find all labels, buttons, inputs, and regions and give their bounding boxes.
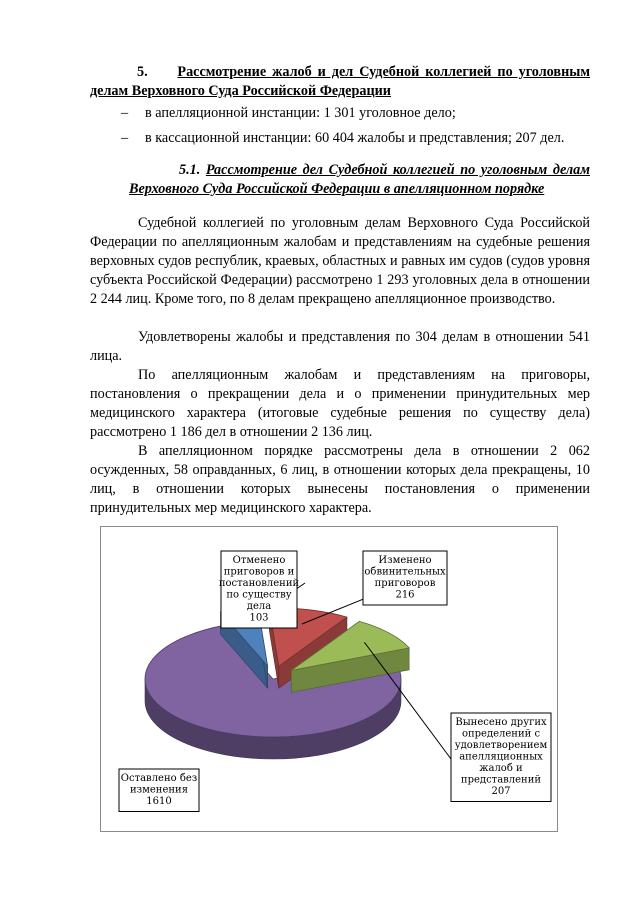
paragraph: Удовлетворены жалобы и представления по 304 делам в отношении 541 лица. — [90, 329, 590, 364]
slice-label-line: Оставлено без — [120, 773, 198, 784]
section-5-heading — [90, 63, 590, 101]
slice-label-line: приговоров — [374, 578, 436, 589]
list-item-text: в апелляционной инстанции: 1 301 уголовное дело; — [145, 105, 456, 121]
slice-label-line: приговоров и — [223, 566, 295, 578]
section-5-1-title: Рассмотрение дел Судебной коллегией по уголовным делам Верховного Суда Российской Федерации в апелляционном порядке — [129, 162, 590, 197]
list-dash: – — [121, 105, 129, 121]
slice-label-line: Отменено — [232, 555, 286, 566]
slice-label-line: апелляционных — [459, 751, 543, 763]
label-box-other — [451, 713, 551, 802]
slice-label-line: Вынесено других — [455, 717, 547, 728]
list-item-text: в кассационной инстанции: 60 404 жалобы и представления; 207 дел. — [145, 130, 565, 146]
slice-value: 1610 — [146, 796, 172, 807]
slice-value: 207 — [491, 786, 511, 797]
slice-label-line: дела — [246, 601, 272, 612]
slice-label-line: постановлений — [218, 578, 300, 589]
label-box-unchanged — [119, 769, 199, 812]
section-5-title: Рассмотрение жалоб и дел Судебной коллегией по уголовным делам Верховного Суда Российской Федерации — [90, 64, 590, 99]
pie-chart-frame — [100, 526, 558, 832]
paragraph: По апелляционным жалобам и представлениям на приговоры, постановления о прекращении дела и о применении принудительных мер медицинского характера (итоговые судебные решения по существу дела) рассмотрено 1 186 дел в отношении 2 136 лиц. — [90, 367, 590, 440]
pie-chart — [101, 527, 557, 831]
slice-label-line: обвинительных — [364, 566, 446, 578]
paragraph: В апелляционном порядке рассмотрены дела в отношении 2 062 осужденных, 58 оправданных, 6 лиц, в отношении которых дела прекращены, 10 лиц, в отношении которых вынесены постановления о применении принудительных мер медицинского характера. — [90, 443, 590, 516]
slice-label-line: изменения — [129, 784, 189, 796]
slice-label-line: Изменено — [378, 555, 432, 566]
slice-label-line: по существу — [226, 589, 292, 601]
label-box-cancelled — [219, 551, 300, 628]
slice-value: 216 — [395, 589, 415, 601]
slice-label-line: жалоб и — [479, 763, 523, 774]
list-item — [121, 104, 456, 123]
section-5-1-heading — [129, 161, 590, 199]
section-5-1-number: 5.1. — [179, 162, 201, 178]
paragraph: Судебной коллегией по уголовным делам Верховного Суда Российской Федерации по апелляционным жалобам и представлениям на судебные решения верховных судов республик, краевых, областных и равных им судов (судов уровня субъекта Российской Федерации) рассмотрено 1 293 уголовных дела в отношении 2 244 лиц. Кроме того, по 8 делам прекращено апелляционное производство. — [90, 215, 590, 307]
section-5-number: 5. — [137, 64, 148, 80]
slice-label-line: удовлетворением — [454, 740, 548, 751]
slice-label-line: определений с — [461, 728, 541, 740]
list-dash: – — [121, 130, 129, 146]
list-item — [121, 129, 564, 148]
slice-label-line: представлений — [460, 774, 542, 786]
label-box-changed — [363, 551, 447, 605]
slice-value: 103 — [249, 612, 269, 624]
